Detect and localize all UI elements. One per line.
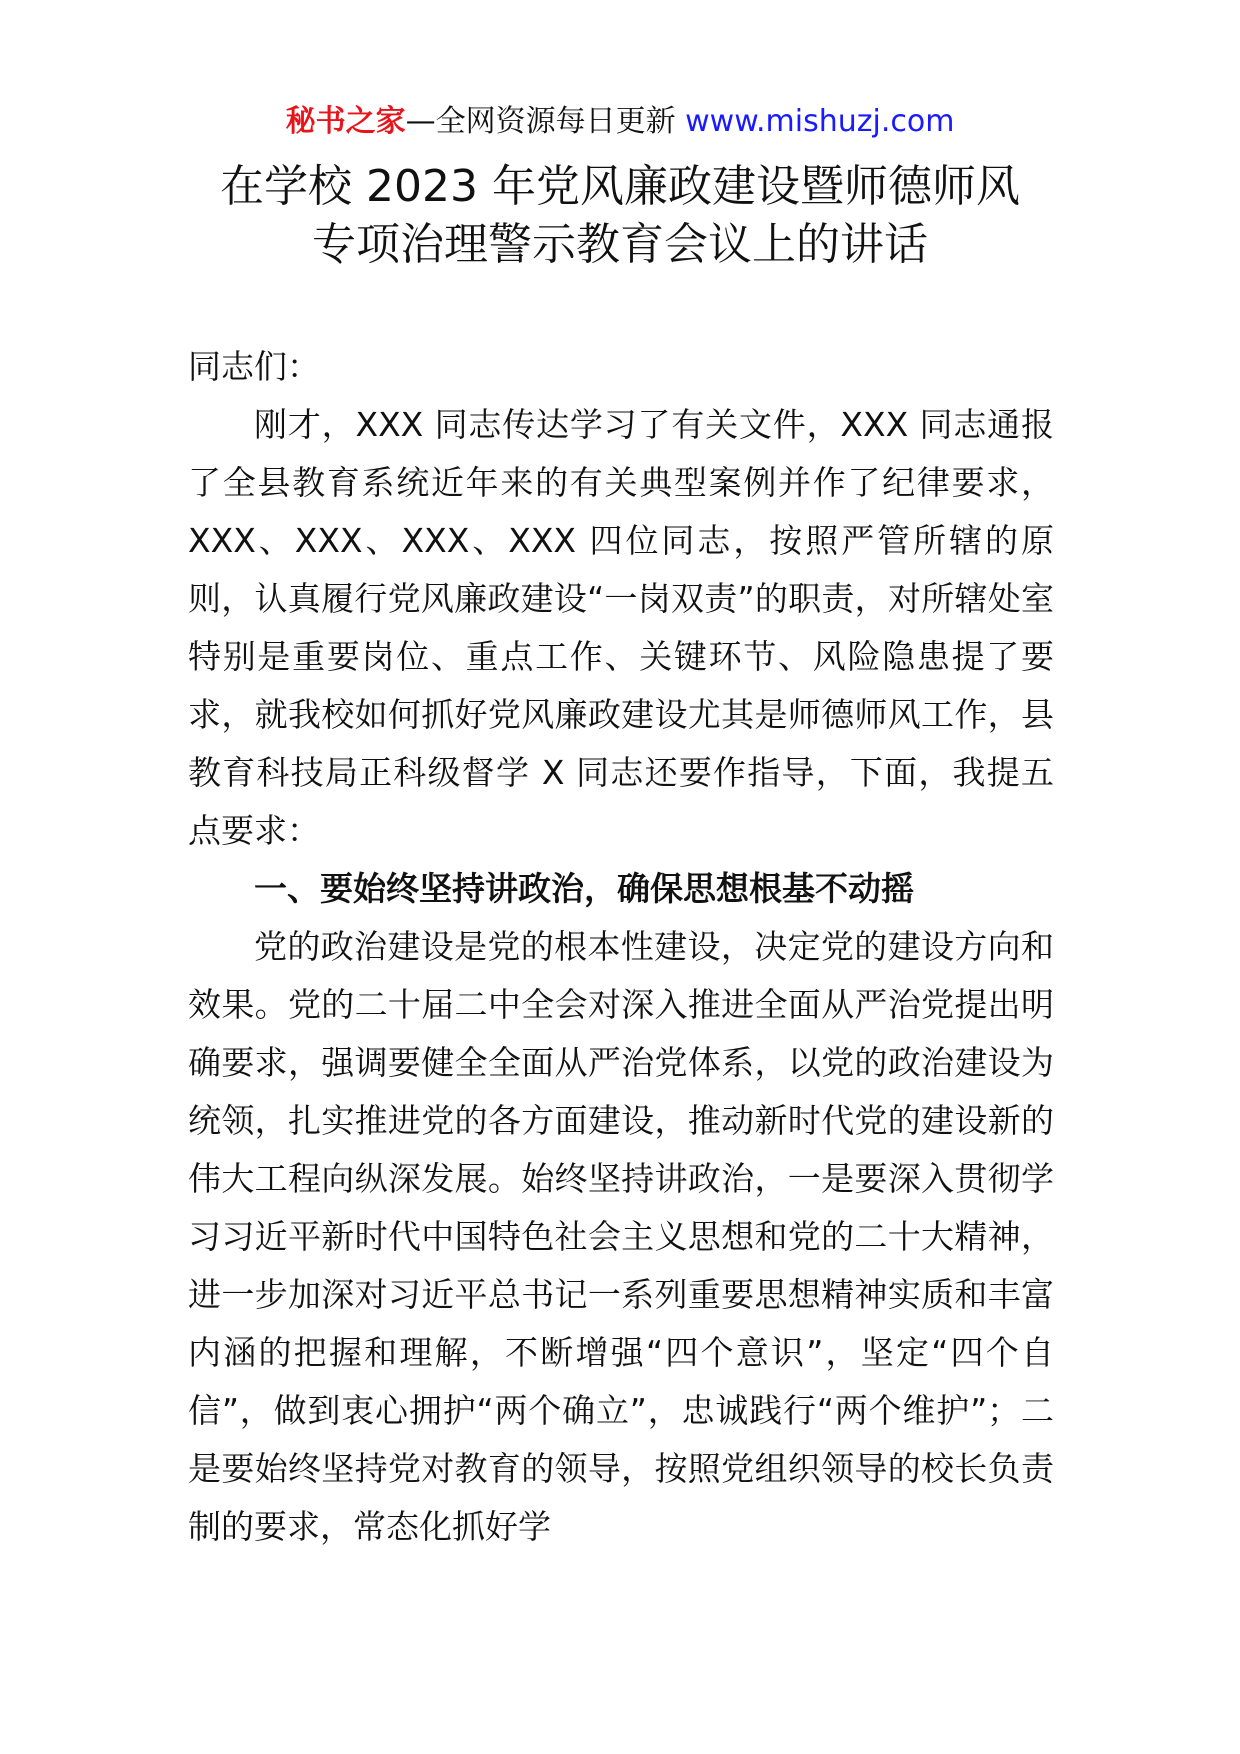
site-url-link[interactable]: www.mishuzj.com [685, 104, 955, 139]
paragraph-1: 刚才，XXX 同志传达学习了有关文件，XXX 同志通报了全县教育系统近年来的有关典型案例并作了纪律要求，XXX、XXX、XXX、XXX 四位同志，按照严管所辖的原则，认真履行党风廉政建设“一岗双责”的职责，对所辖处室特别是重要岗位、重点工作、关键环节、风险隐患提了要求，就我校如何抓好党风廉政建设尤其是师德师风工作，县教育科技局正科级督学 X 同志还要作指导，下面，我提五点要求： [188, 405, 1054, 850]
title-line-2: 专项治理警示教育会议上的讲话 [312, 219, 928, 270]
header-tagline: —全网资源每日更新 [405, 104, 676, 139]
document-body [188, 338, 1054, 1556]
document-title [0, 158, 1240, 274]
section-heading-1: 一、要始终坚持讲政治，确保思想根基不动摇 [254, 869, 914, 908]
salutation: 同志们： [188, 347, 320, 386]
title-line-1: 在学校 2023 年党风廉政建设暨师德师风 [220, 161, 1020, 212]
brand-name: 秘书之家 [285, 104, 406, 139]
paragraph-2: 党的政治建设是党的根本性建设，决定党的建设方向和效果。党的二十届二中全会对深入推进全面从严治党提出明确要求，强调要健全全面从严治党体系，以党的政治建设为统领，扎实推进党的各方面建设，推动新时代党的建设新的伟大工程向纵深发展。始终坚持讲政治，一是要深入贯彻学习习近平新时代中国特色社会主义思想和党的二十大精神，进一步加深对习近平总书记一系列重要思想精神实质和丰富内涵的把握和理解，不断增强“四个意识”，坚定“四个自信”，做到衷心拥护“两个确立”，忠诚践行“两个维护”；二是要始终坚持党对教育的领导，按照党组织领导的校长负责制的要求，常态化抓好学 [188, 927, 1054, 1546]
watermark-header [0, 100, 1240, 144]
